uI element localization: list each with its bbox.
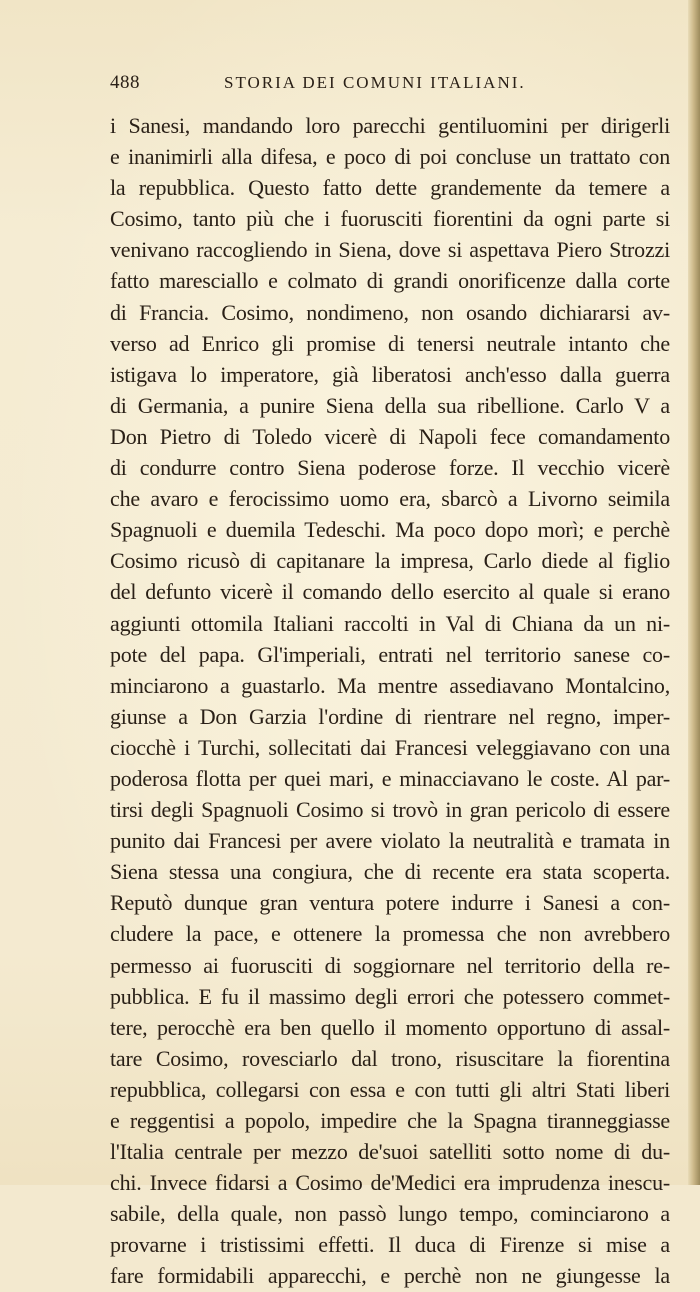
text-line: che avaro e ferocissimo uomo era, sbarcò a Livorno seimila <box>110 486 670 512</box>
text-line: fare formidabili apparecchi, e perchè non ne giungesse la <box>110 1263 670 1289</box>
text-line: istigava lo imperatore, già liberatosi anch'esso dalla guerra <box>110 361 670 387</box>
text-line: la repubblica. Questo fatto dette grandemente da temere a <box>110 175 670 201</box>
text-line: Spagnuoli e duemila Tedeschi. Ma poco dopo morì; e perchè <box>110 517 670 543</box>
text-line: Cosimo ricusò di capitanare la impresa, Carlo diede al figlio <box>110 548 670 574</box>
text-line: pubblica. E fu il massimo degli errori che potessero commet- <box>110 983 670 1009</box>
text-line: e inanimirli alla difesa, e poco di poi concluse un trattato con <box>110 144 670 170</box>
text-line: giunse a Don Garzia l'ordine di rientrare nel regno, imper- <box>110 703 670 729</box>
text-line: Cosimo, tanto più che i fuorusciti fiorentini da ogni parte si <box>110 206 670 232</box>
text-line: tere, perocchè era ben quello il momento opportuno di assal- <box>110 1014 670 1040</box>
text-line: permesso ai fuorusciti di soggiornare nel territorio della re- <box>110 952 670 978</box>
text-line: provarne i tristissimi effetti. Il duca di Firenze si mise a <box>110 1232 670 1258</box>
text-line: pote del papa. Gl'imperiali, entrati nel territorio sanese co- <box>110 641 670 667</box>
text-line: punito dai Francesi per avere violato la neutralità e tramata in <box>110 828 670 854</box>
text-line: Siena stessa una congiura, che di recente era stata scoperta. <box>110 859 670 885</box>
text-line: Don Pietro di Toledo vicerè di Napoli fece comandamento <box>110 423 670 449</box>
text-line: sabile, della quale, non passò lungo tempo, cominciarono a <box>110 1201 670 1227</box>
text-line: chi. Invece fidarsi a Cosimo de'Medici era imprudenza inescu- <box>110 1170 670 1196</box>
running-head: STORIA DEI COMUNI ITALIANI. <box>224 73 526 92</box>
text-line: di condurre contro Siena poderose forze. Il vecchio vicerè <box>110 455 670 481</box>
text-line: di Germania, a punire Siena della sua ribellione. Carlo V a <box>110 392 670 418</box>
text-line: tare Cosimo, rovesciarlo dal trono, risuscitare la fiorentina <box>110 1045 670 1071</box>
text-line: fatto maresciallo e colmato di grandi onorificenze dalla corte <box>110 268 670 294</box>
text-line: Reputò dunque gran ventura potere indurre i Sanesi a con- <box>110 890 670 916</box>
text-line: venivano raccogliendo in Siena, dove si aspettava Piero Strozzi <box>110 237 670 263</box>
text-line: aggiunti ottomila Italiani raccolti in Val di Chiana da un ni- <box>110 610 670 636</box>
text-line: del defunto vicerè il comando dello esercito al quale si erano <box>110 579 670 605</box>
text-line: repubblica, collegarsi con essa e con tutti gli altri Stati liberi <box>110 1076 670 1102</box>
text-line: poderosa flotta per quei mari, e minacciavano le coste. Al par- <box>110 765 670 791</box>
text-line: i Sanesi, mandando loro parecchi gentiluomini per dirigerli <box>110 113 670 138</box>
text-line: ciocchè i Turchi, sollecitati dai Francesi veleggiavano con una <box>110 734 670 760</box>
page-number: 488 <box>110 72 140 93</box>
page-edge <box>688 0 700 1185</box>
text-line: l'Italia centrale per mezzo de'suoi satelliti sotto nome di du- <box>110 1139 670 1165</box>
page-header <box>110 72 670 96</box>
text-line: minciarono a guastarlo. Ma mentre assediavano Montalcino, <box>110 672 670 698</box>
text-line: cludere la pace, e ottenere la promessa che non avrebbero <box>110 921 670 947</box>
text-line: e reggentisi a popolo, impedire che la Spagna tiranneggiasse <box>110 1108 670 1133</box>
body-text <box>110 110 670 1292</box>
text-line: tirsi degli Spagnuoli Cosimo si trovò in gran pericolo di essere <box>110 797 670 823</box>
text-line: di Francia. Cosimo, nondimeno, non osando dichiararsi av- <box>110 299 670 325</box>
text-line: verso ad Enrico gli promise di tenersi neutrale intanto che <box>110 330 670 356</box>
